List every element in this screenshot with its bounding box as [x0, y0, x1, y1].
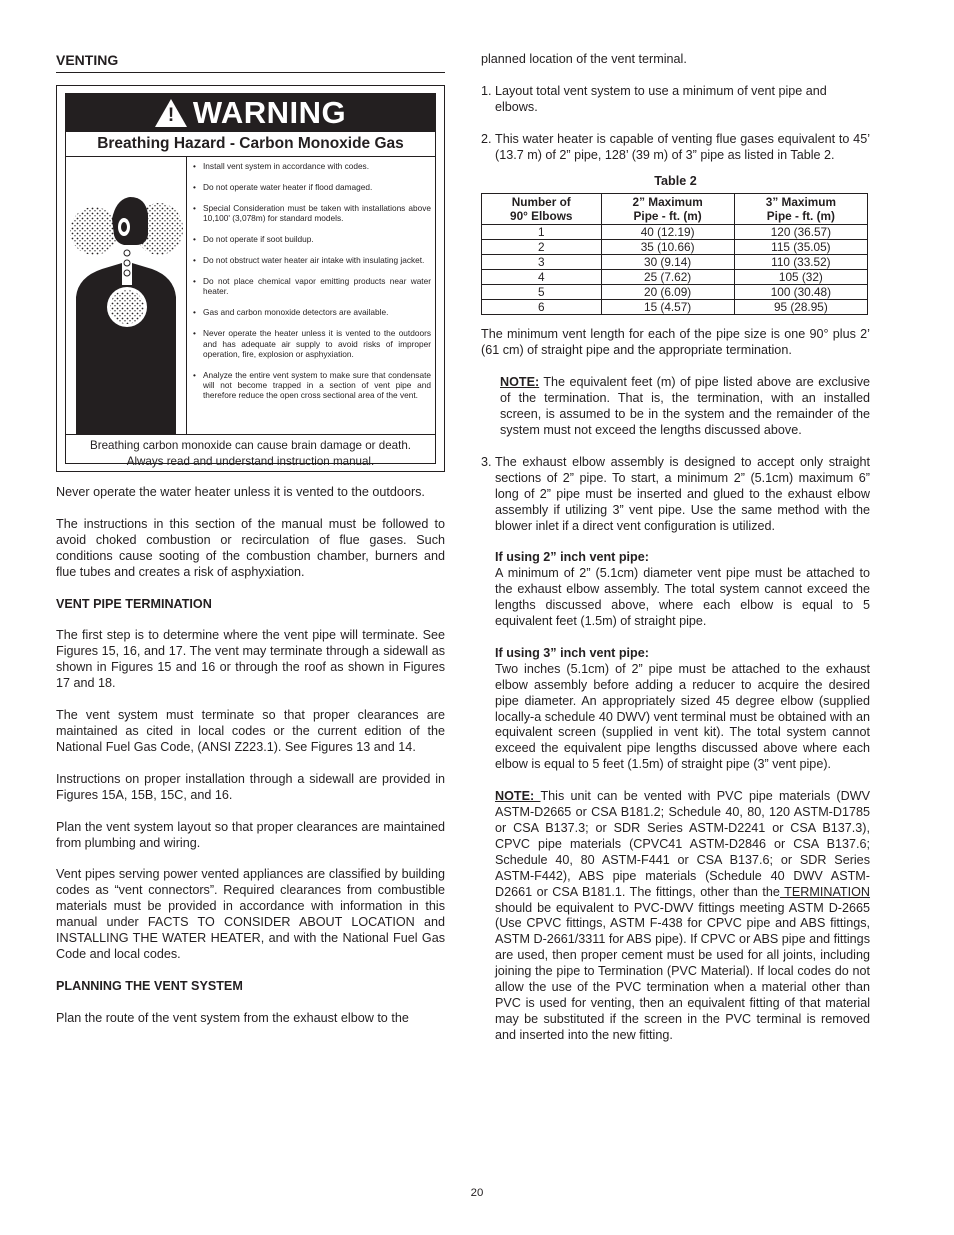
table-cell: 105 (32) [734, 270, 867, 285]
warning-title: WARNING [192, 95, 347, 131]
warning-item: • Do not obstruct water heater air intake with insulating jacket. [191, 255, 431, 265]
subheading-3in-vent-pipe: If using 3” inch vent pipe: [495, 645, 649, 660]
subheading-vent-pipe-termination: VENT PIPE TERMINATION [56, 596, 212, 611]
paragraph: The minimum vent length for each of the pipe size is one 90° plus 2’ (61 cm) of straight pipe and the appropriate termination. [481, 327, 870, 358]
list-text: The exhaust elbow assembly is designed to accept only straight sections of 2” pipe. To start, a minimum 2” (5.1cm) maximum 6” long of 2” pipe must be inserted and glued to the exhaust elbow assembly if utilizing 3” vent pipe. Use the same method with the blower inlet if a direct vent configuration is utilized. [495, 454, 870, 533]
table-cell: 110 (33.52) [734, 255, 867, 270]
paragraph: The vent system must terminate so that proper clearances are maintained as cited in local codes or the current edition of the National Fuel Gas Code, (ANSI Z223.1). See Figures 13 and 14. [56, 708, 445, 754]
warning-subtitle: Breathing Hazard - Carbon Monoxide Gas [66, 132, 435, 157]
table-cell: 20 (6.09) [601, 285, 734, 300]
warning-triangle-icon: ! [155, 99, 187, 127]
paragraph: A minimum of 2” (5.1cm) diameter vent pipe must be attached to the exhaust elbow assembly. The total system cannot exceed the lengths discussed above, where each elbow is equal to 5 equivalent feet (1.5m) of straight pipe. [495, 566, 870, 629]
paragraph: The instructions in this section of the manual must be followed to avoid choked combustion or recirculation of flue gases. Such conditions cause sooting of the combustion chamber, burners and flue tubes and creates a risk of asphyxiation. [56, 516, 445, 579]
co-breathing-hazard-icon [66, 157, 186, 434]
warning-footer-line: Breathing carbon monoxide can cause brain damage or death. [90, 439, 411, 452]
table-cell: 2 [482, 240, 602, 255]
subheading-planning-the-vent-system: PLANNING THE VENT SYSTEM [56, 978, 243, 993]
table-cell: 30 (9.14) [601, 255, 734, 270]
warning-body [66, 157, 435, 435]
table-row [482, 270, 868, 285]
table-caption: Table 2 [654, 173, 697, 188]
warning-item: • Special Consideration must be taken with installations above 10,100' (3,078m) for standard models. [191, 203, 431, 223]
paragraph: Vent pipes serving power vented appliances are classified by building codes as “vent connectors”. Required clearances from combustible materials must be provided in accordance with information in this manual under FACTS TO CONSIDER ABOUT LOCATION and INSTALLING THE WATER HEATER, and with the National Fuel Gas Code and local codes. [56, 867, 445, 961]
list-number: 3. [481, 454, 492, 469]
table-cell: 100 (30.48) [734, 285, 867, 300]
list-text: This water heater is capable of venting flue gases equivalent to 45’ (13.7 m) of 2” pipe, 128’ (39 m) of 3” pipe as listed in Table 2. [495, 131, 870, 162]
left-column [56, 52, 445, 1027]
warning-item: • Do not place chemical vapor emitting products near water heater. [191, 276, 431, 296]
paragraph: Instructions on proper installation through a sidewall are provided in Figures 15A, 15B, 15C, and 16. [56, 771, 445, 802]
table-header-row [482, 194, 868, 225]
list-text: Layout total vent system to use a minimum of vent pipe and elbows. [495, 83, 827, 114]
column-header-elbows: Number of 90° Elbows [482, 194, 602, 225]
table-cell: 1 [482, 225, 602, 240]
paragraph: planned location of the vent terminal. [481, 52, 687, 66]
list-item [481, 132, 870, 164]
table-cell: 3 [482, 255, 602, 270]
right-column [481, 52, 870, 1044]
table-cell: 115 (35.05) [734, 240, 867, 255]
list-item [481, 84, 870, 116]
table-cell: 15 (4.57) [601, 300, 734, 315]
warning-item: • Do not operate water heater if flood damaged. [191, 182, 431, 192]
note-label: NOTE: [500, 375, 540, 390]
section-heading-venting: VENTING [56, 52, 445, 73]
paragraph: Plan the route of the vent system from the exhaust elbow to the [56, 1010, 409, 1025]
warning-item: • Do not operate if soot buildup. [191, 234, 431, 244]
warning-item: • Gas and carbon monoxide detectors are available. [191, 307, 431, 317]
table-row [482, 225, 868, 240]
table-cell: 4 [482, 270, 602, 285]
note-text: should be equivalent to PVC-DWV fittings meeting ASTM D-2665 (Use CPVC fittings, ASTM F-438 for CPVC pipe and ABS fittings, ASTM D-2661/3311 for ABS pipe). If CPVC or ABS pipe and fittings are used, then proper cement must be used for all joints, including joining the pipe to Termination (PVC Material). If local codes do not allow the use of the PVC termination when a material other than PVC is used for venting, then an equivalent fitting of that material may be substituted if the screen in the PVC terminal is removed and inserted into the new fitting. [495, 900, 870, 1042]
note-label: NOTE: [495, 789, 541, 804]
table-cell: 120 (36.57) [734, 225, 867, 240]
warning-footer [66, 435, 435, 469]
paragraph: The first step is to determine where the vent pipe will terminate. See Figures 15, 16, and 17. The vent may terminate through a sidewall as shown in Figures 15 and 16 or through the roof as shown in Figures 17 and 18. [56, 628, 445, 691]
list-item [481, 455, 870, 535]
note-termination-term: TERMINATION [779, 884, 871, 899]
list-number: 1. [481, 83, 492, 98]
column-header-2in-pipe: 2” Maximum Pipe - ft. (m) [601, 194, 734, 225]
table-row [482, 285, 868, 300]
table-row [482, 255, 868, 270]
page-number: 20 [470, 1187, 484, 1199]
note-paragraph [495, 789, 870, 1044]
list-number: 2. [481, 131, 492, 146]
table-cell: 35 (10.66) [601, 240, 734, 255]
table-row [482, 240, 868, 255]
table-cell: 5 [482, 285, 602, 300]
table-cell: 25 (7.62) [601, 270, 734, 285]
paragraph: Plan the vent system layout so that proper clearances are maintained from plumbing and wiring. [56, 819, 445, 850]
column-header-3in-pipe: 3” Maximum Pipe - ft. (m) [734, 194, 867, 225]
paragraph: Never operate the water heater unless it is vented to the outdoors. [56, 485, 425, 499]
table-row [482, 300, 868, 315]
warning-item: • Install vent system in accordance with codes. [191, 161, 431, 171]
paragraph: Two inches (5.1cm) of 2” pipe must be attached to the exhaust elbow assembly before adding a reducer to acquire the desired pipe diameter. An appropriately sized 45 degree elbow (supplied locally-a schedule 40 DWV) vent terminal must be obtained with an equivalent screen (supplied in vent kit). The total system cannot exceed the equivalent pipe lengths discussed above where each elbow is equal to 5 feet (1.5m) of straight pipe (3” vent pipe). [495, 661, 870, 772]
table-cell: 40 (12.19) [601, 225, 734, 240]
warning-label [65, 93, 436, 468]
warning-box [56, 85, 445, 472]
subheading-2in-vent-pipe: If using 2” inch vent pipe: [495, 550, 649, 565]
warning-header [66, 94, 435, 132]
note-paragraph [500, 375, 870, 439]
note-text: This unit can be vented with PVC pipe materials (DWV ASTM-D2665 or CSA B181.2; Schedule 40, 80, 120 ASTM-D1785 or CSA B137.3; or SDR Series ASTM-D2241 or CSA B137.3), CPVC pipe materials (CPVC41 ASTM-D2846 or CSA B137.6; Schedule 40, 80 ASTM-F441 or CSA B137.6; or SDR Series ASTM-F442), ABS pipe materials (Schedule 40 DWV ASTM-D2661 or CSA B181.1. The fittings, other than the [495, 789, 870, 899]
table-cell: 95 (28.95) [734, 300, 867, 315]
warning-footer-line: Always read and understand instruction manual. [126, 454, 375, 468]
warning-item: • Analyze the entire vent system to make sure that condensate will not become trapped in a section of vent pipe and therefore reduce the open cross sectional area of the vent. [191, 370, 431, 401]
note-text: The equivalent feet (m) of pipe listed above are exclusive of the termination. That is, the termination, with an installed screen, is assumed to be in the system and the remainder of the system must not exceed the lengths discussed above. [500, 375, 870, 437]
vent-length-table [481, 193, 868, 315]
warning-list [186, 157, 435, 434]
warning-item: • Never operate the heater unless it is vented to the outdoors and has adequate air supply to avoid risks of improper operation, fire, explosion or asphyxiation. [191, 328, 431, 359]
table-cell: 6 [482, 300, 602, 315]
